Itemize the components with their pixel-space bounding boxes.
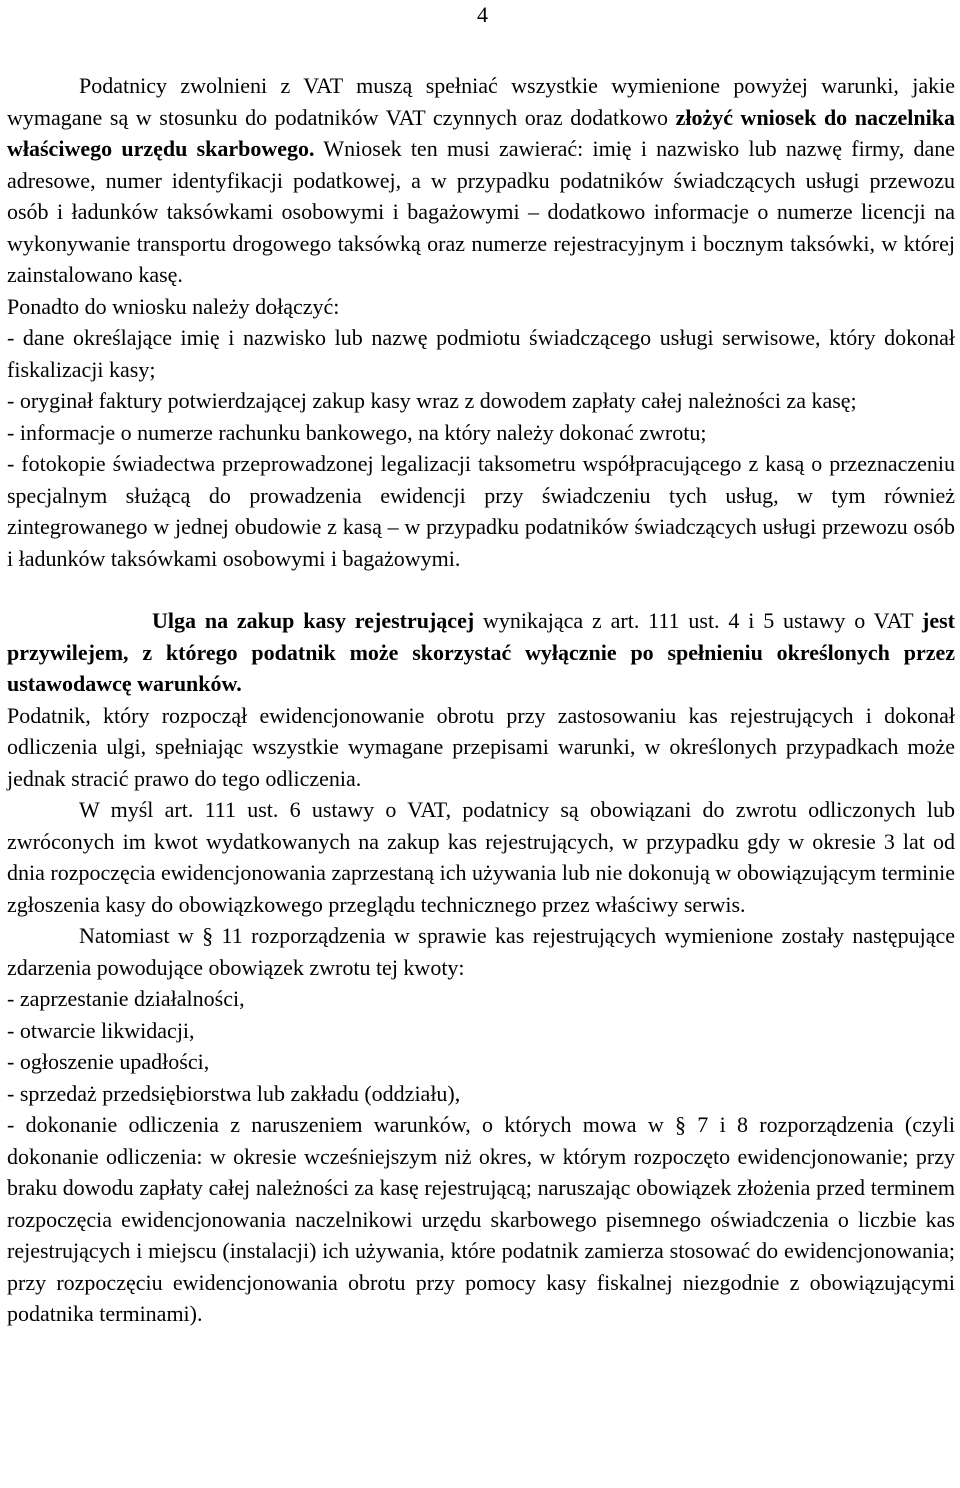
list-item: - dane określające imię i nazwisko lub nazwę podmiotu świadczącego usługi serwisowe, który dokonał fiskalizacji kasy;	[7, 325, 955, 382]
list-item: - dokonanie odliczenia z naruszeniem warunków, o których mowa w § 7 i 8 rozporządzenia (czyli dokonanie odliczenia: w okresie wcześniejszym niż okres, w którym rozpoczęto ewidencjonowanie; przy braku dowodu zapłaty całej należności za kasę rejestrującą; naruszając obowiązek złożenia przed terminem rozpoczęcia ewidencjonowania naczelnikowi urzędu skarbowego pisemnego oświadczenia o liczbie kas rejestrujących i miejscu (instalacji) ich używania, które podatnik zamierza stosować do ewidencjonowania; przy rozpoczęciu ewidencjonowania obrotu przy pomocy kasy fiskalnej niezgodnie z obowiązującymi podatnika terminami).	[7, 1112, 955, 1326]
bold-text-span: jest przywilejem, z którego podatnik może skorzystać wyłącznie po spełnieniu określonych przez ustawodawcę warunków.	[7, 608, 956, 696]
text-span: wynikająca z art. 111 ust. 4 i 5 ustawy o VAT	[474, 608, 923, 633]
list-item: - sprzedaż przedsiębiorstwa lub zakładu (oddziału),	[7, 1080, 461, 1106]
bold-text-span: złożyć wniosek do naczelnika właściwego urzędu skarbowego.	[7, 104, 955, 161]
list-item: - ogłoszenie upadłości,	[7, 1049, 210, 1074]
document-body	[7, 70, 955, 1330]
paragraph-vat-exempt-requirements	[7, 70, 955, 291]
paragraph-relief	[7, 605, 955, 700]
paragraph-art-111: W myśl art. 111 ust. 6 ustawy o VAT, podatnicy są obowiązani do zwrotu odliczonych lub zwróconych im kwot wydatkowanych na zakup kas rejestrujących, w przypadku gdy w okresie 3 lat od dnia rozpoczęcia ewidencjonowania zaprzestaną ich używania lub nie dokonują w obowiązującym terminie zgłoszenia kasy do obowiązkowego przeglądu technicznego przez właściwy serwis.	[7, 797, 955, 917]
list-item: - otwarcie likwidacji,	[7, 1017, 195, 1043]
page-number: 4	[477, 2, 488, 27]
text-span: Podatnicy zwolnieni z VAT muszą spełniać wszystkie wymienione powyżej warunki, jakie wymagane są w stosunku do podatników VAT czynnych oraz dodatkowo	[7, 73, 955, 130]
paragraph-attachments-intro: Ponadto do wniosku należy dołączyć:	[7, 293, 340, 319]
paragraph-regulation-events: Natomiast w § 11 rozporządzenia w sprawie kas rejestrujących wymienione zostały następujące zdarzenia powodujące obowiązek zwrotu tej kwoty:	[7, 923, 955, 980]
paragraph-loss-of-right: Podatnik, który rozpoczął ewidencjonowanie obrotu przy zastosowaniu kas rejestrujących i dokonał odliczenia ulgi, spełniając wszystkie wymagane przepisami warunki, w określonych przypadkach może jednak stracić prawo do tego odliczenia.	[7, 702, 955, 791]
list-item: - fotokopie świadectwa przeprowadzonej legalizacji taksometru współpracującego z kasą o przeznaczeniu specjalnym służącą do prowadzenia ewidencji przy świadczeniu tych usług, w tym również zintegrowanego w jednej obudowie z kasą – w przypadku podatników świadczących usługi przewozu osób i ładunków taksówkami osobowymi i bagażowymi.	[7, 451, 955, 571]
list-item: - zaprzestanie działalności,	[7, 986, 245, 1011]
bold-text-span: Ulga na zakup kasy rejestrującej	[152, 608, 475, 633]
text-span: Wniosek ten musi zawierać: imię i nazwisko lub nazwę firmy, dane adresowe, numer identyfikacji podatkowej, a w przypadku podatników świadczących usługi przewozu osób i ładunków taksówkami osobowymi i bagażowymi – dodatkowo informacje o numerze licencji na wykonywanie transportu drogowego taksówką oraz numerze rejestracyjnym i bocznym taksówki, w której zainstalowano kasę.	[7, 136, 955, 287]
list-item: - oryginał faktury potwierdzającej zakup kasy wraz z dowodem zapłaty całej należności za kasę;	[7, 388, 857, 413]
list-item: - informacje o numerze rachunku bankowego, na który należy dokonać zwrotu;	[7, 419, 707, 445]
